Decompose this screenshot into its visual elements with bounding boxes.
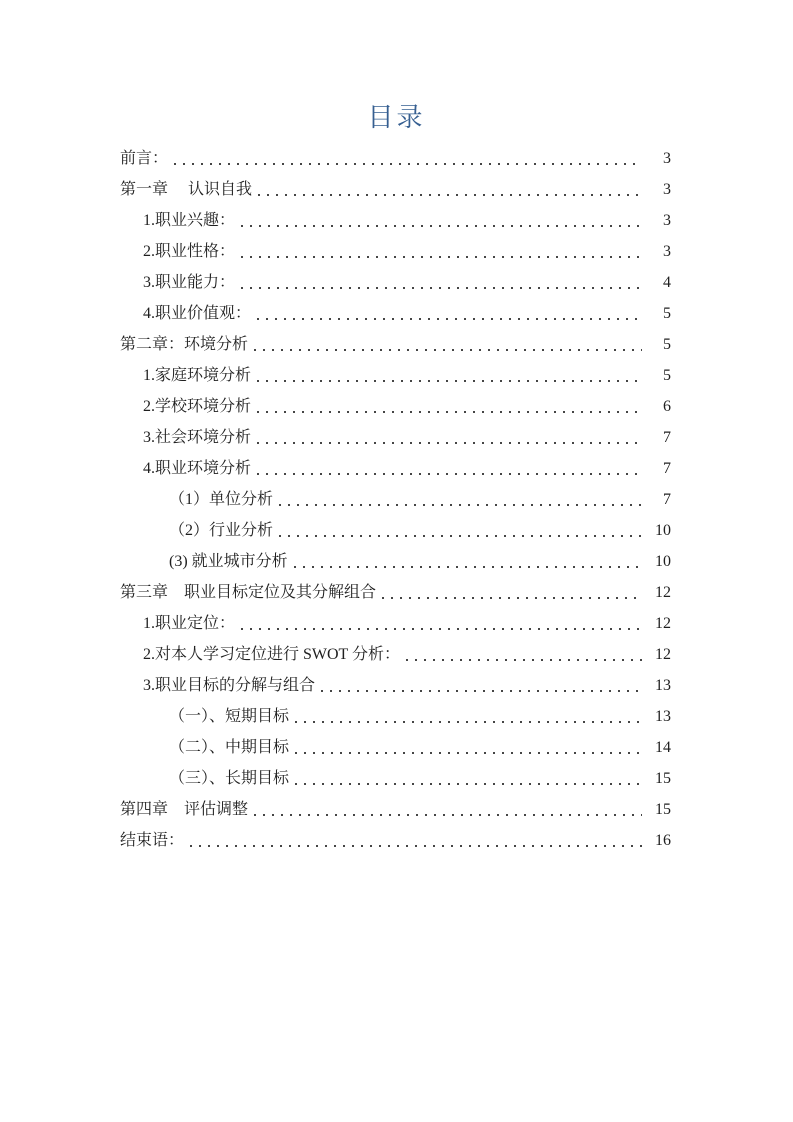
toc-entry-label: （1）单位分析 [169,490,274,508]
toc-entry[interactable] [120,360,671,391]
dot-leader [295,732,642,763]
dot-leader [294,546,642,577]
toc-entry-page: 7 [663,459,671,477]
toc-entry-page: 10 [655,552,671,570]
dot-leader [257,391,642,422]
toc-entry-label: 4.职业价值观： [143,304,252,322]
toc-entry[interactable] [120,546,671,577]
toc-entry-label: （二）、中期目标 [169,738,290,756]
toc-entry[interactable] [120,298,671,329]
toc-entry[interactable] [120,329,671,360]
toc-entry[interactable] [120,236,671,267]
toc-entry[interactable] [120,391,671,422]
toc-entry[interactable] [120,732,671,763]
toc-title: 目录 [367,103,426,132]
toc-entry-label: 3.社会环境分析 [143,428,252,446]
toc-entry-label: 第二章：环境分析 [120,335,249,353]
toc-entry[interactable] [120,608,671,639]
toc-entry[interactable] [120,484,671,515]
dot-leader [190,825,642,856]
dot-leader [241,608,642,639]
toc-entry-label: 2.学校环境分析 [143,397,252,415]
dot-leader [279,484,642,515]
dot-leader [254,329,642,360]
toc-entry-page: 7 [663,490,671,508]
toc-entry-page: 5 [663,335,671,353]
dot-leader [257,422,642,453]
dot-leader [279,515,642,546]
dot-leader [241,205,642,236]
toc-entry[interactable] [120,763,671,794]
toc-entry-page: 5 [663,304,671,322]
toc-entry[interactable] [120,825,671,856]
toc-entry-label: 第一章 认识自我 [120,180,253,198]
dot-leader [257,298,642,329]
toc-entry[interactable] [120,205,671,236]
toc-entry-label: 前言： [120,149,169,167]
toc-entry[interactable] [120,794,671,825]
toc-entry-page: 12 [655,645,671,663]
toc-entry-label: 1.职业兴趣： [143,211,236,229]
dot-leader [406,639,642,670]
toc-entry-page: 14 [655,738,671,756]
toc-entry[interactable] [120,639,671,670]
dot-leader [241,236,642,267]
dot-leader [257,453,642,484]
toc-entry-page: 3 [663,242,671,260]
toc-entry-label: 2.职业性格： [143,242,236,260]
toc-entry-page: 12 [655,583,671,601]
toc-entry-page: 15 [655,800,671,818]
toc-entry-page: 3 [663,149,671,167]
toc-entry[interactable] [120,267,671,298]
toc-entry-label: 1.职业定位： [143,614,236,632]
dot-leader [295,701,642,732]
toc-entry-label: 3.职业目标的分解与组合 [143,676,316,694]
toc-entry-label: 第四章 评估调整 [120,800,249,818]
toc-entry-label: 4.职业环境分析 [143,459,252,477]
toc-entry-page: 7 [663,428,671,446]
toc-entry[interactable] [120,143,671,174]
toc-entry-page: 10 [655,521,671,539]
dot-leader [321,670,642,701]
toc-entry-label: （一）、短期目标 [169,707,290,725]
dot-leader [258,174,642,205]
dot-leader [241,267,642,298]
dot-leader [174,143,642,174]
toc-entry-page: 13 [655,676,671,694]
toc-entry-page: 16 [655,831,671,849]
toc-entry-label: （2）行业分析 [169,521,274,539]
toc-entry[interactable] [120,701,671,732]
toc-entry[interactable] [120,174,671,205]
dot-leader [257,360,642,391]
dot-leader [254,794,642,825]
toc-entry-page: 12 [655,614,671,632]
toc-entry-page: 13 [655,707,671,725]
toc-entry[interactable] [120,577,671,608]
toc-entry-label: 2.对本人学习定位进行 SWOT 分析： [143,645,401,663]
toc-entry-page: 6 [663,397,671,415]
toc-entry-page: 5 [663,366,671,384]
toc-entry-label: 结束语： [120,831,185,849]
toc-entry-page: 3 [663,211,671,229]
toc-entry[interactable] [120,670,671,701]
toc-entry[interactable] [120,515,671,546]
toc-entry[interactable] [120,422,671,453]
toc-entry-label: （三）、长期目标 [169,769,290,787]
dot-leader [295,763,642,794]
toc-entry-page: 3 [663,180,671,198]
toc-entry-page: 4 [663,273,671,291]
toc-entry-label: 1.家庭环境分析 [143,366,252,384]
toc-entry-label: 3.职业能力： [143,273,236,291]
toc-entry-label: 第三章 职业目标定位及其分解组合 [120,583,377,601]
dot-leader [382,577,642,608]
toc-entry-label: (3) 就业城市分析 [169,552,288,570]
toc-entry[interactable] [120,453,671,484]
toc-entry-page: 15 [655,769,671,787]
table-of-contents [120,143,671,856]
